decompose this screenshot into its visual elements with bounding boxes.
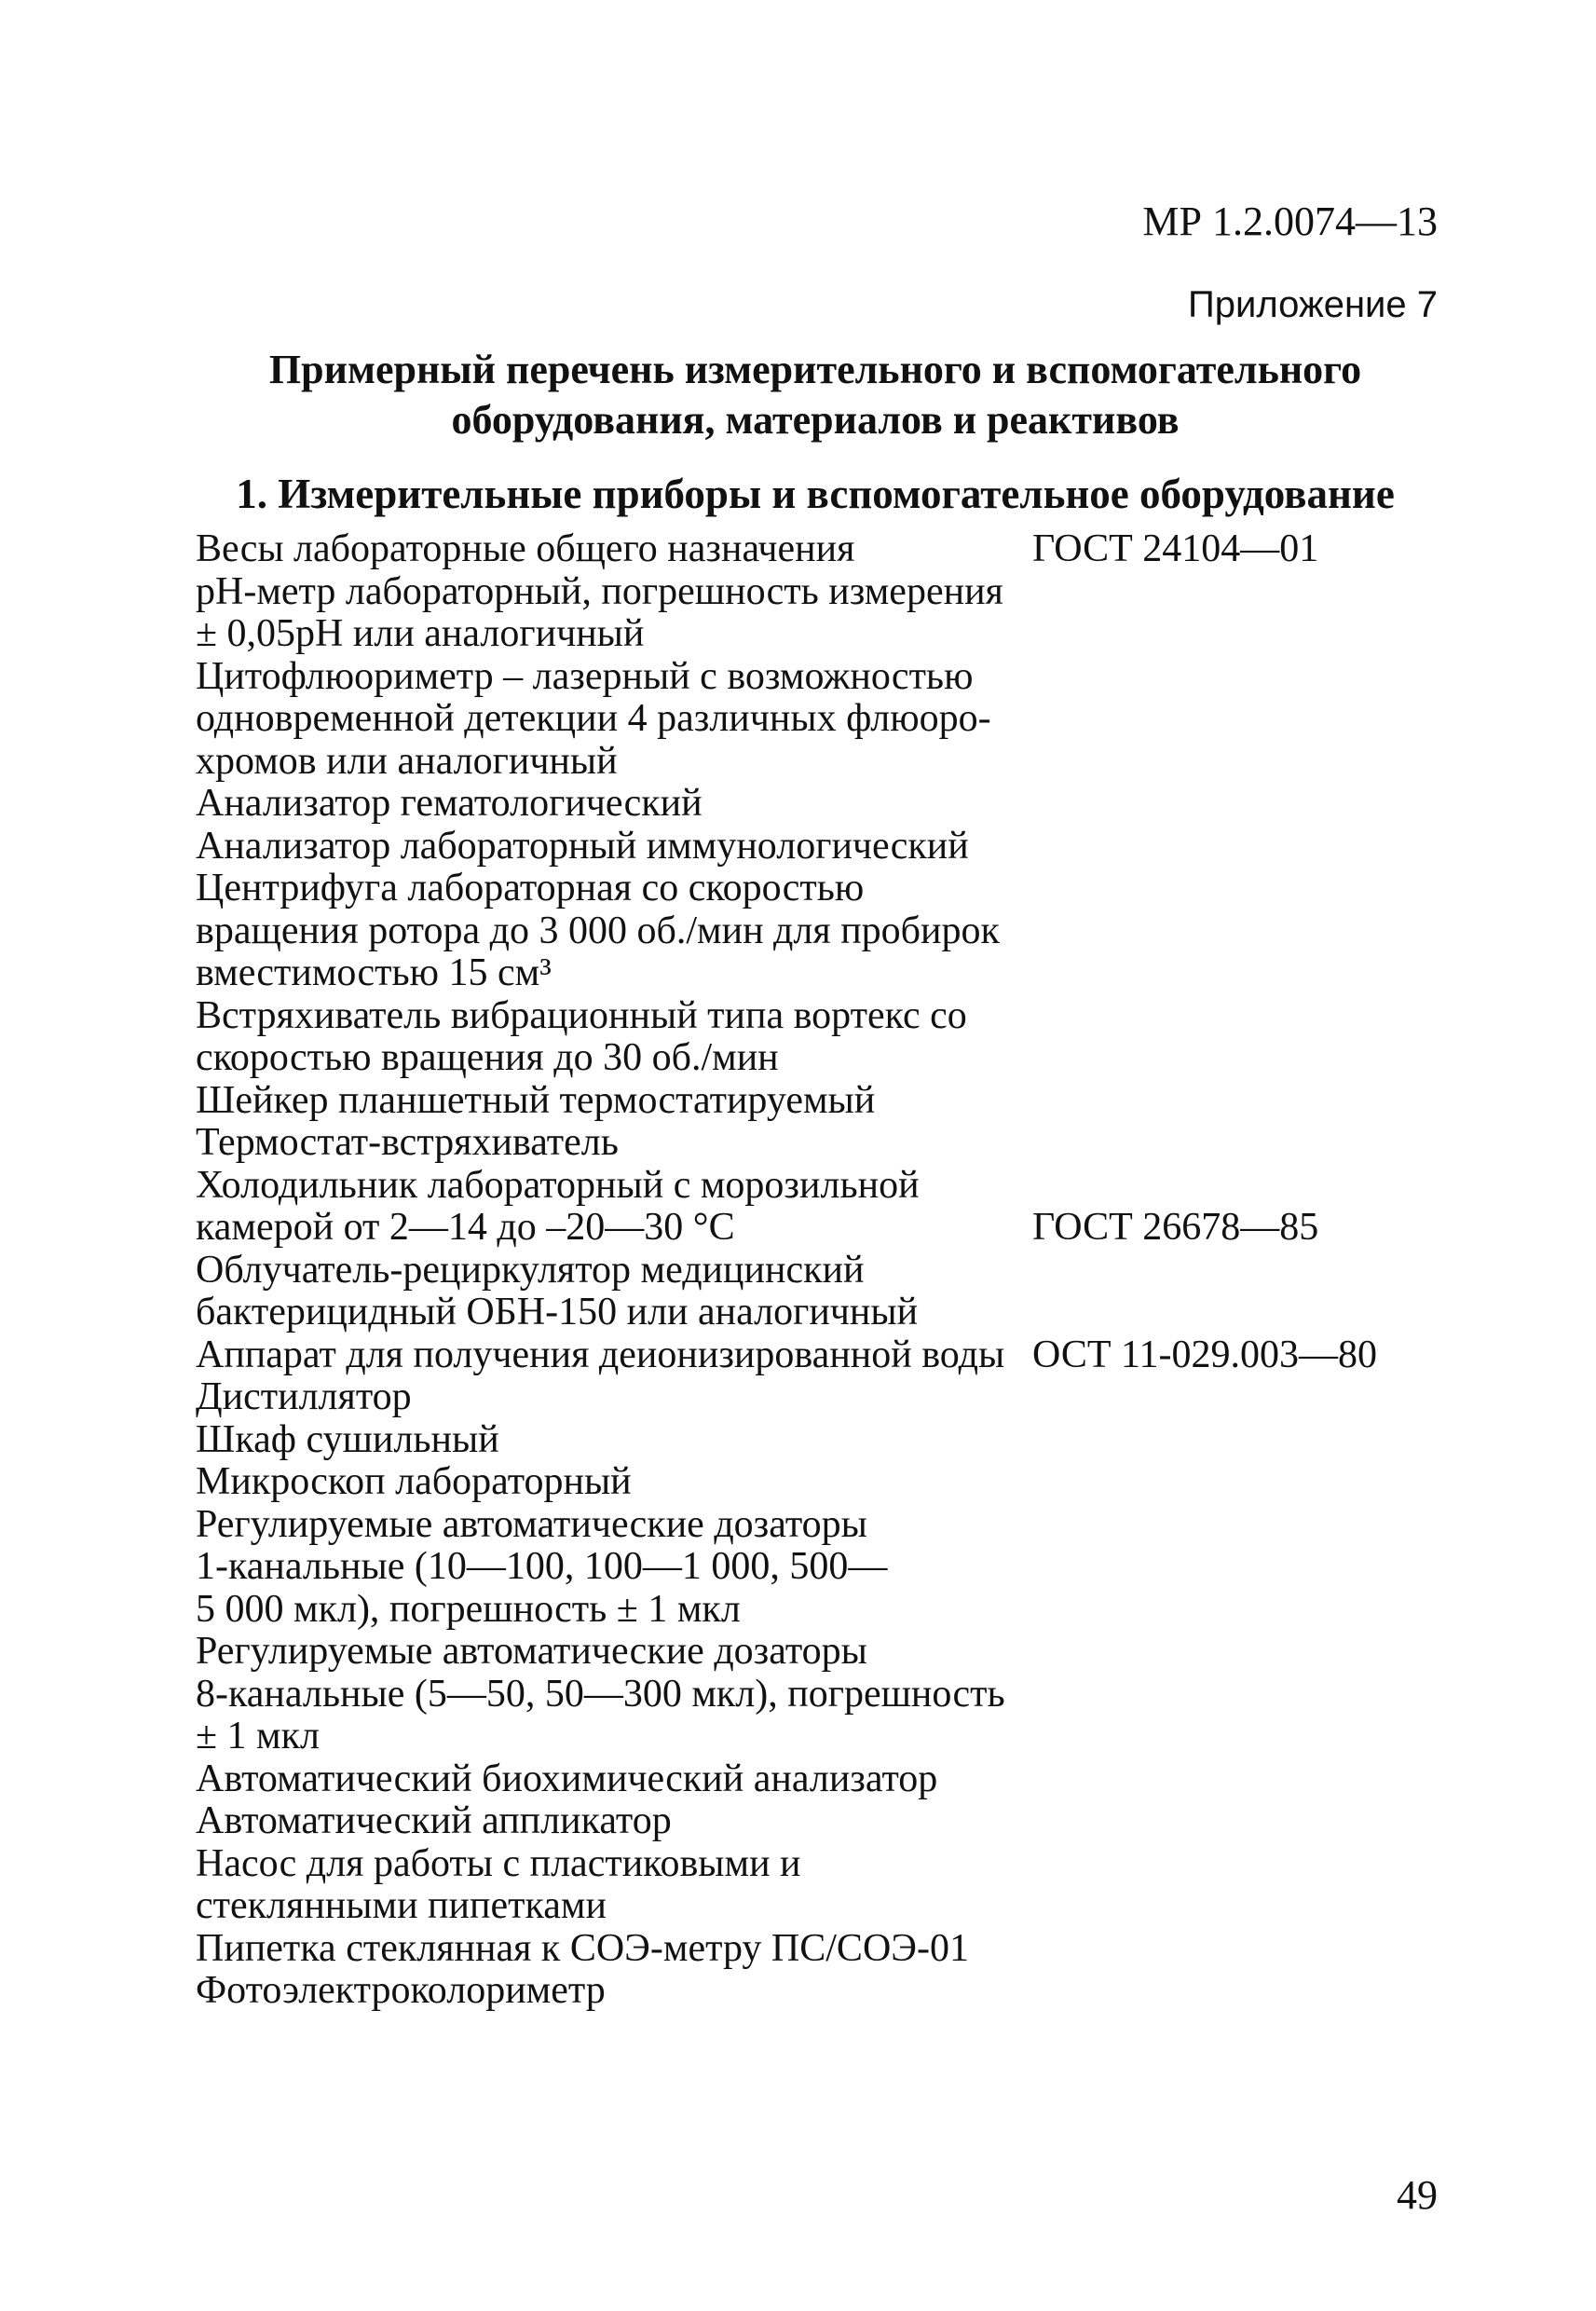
item-name-line: ± 0,05рН или аналогичный xyxy=(196,612,645,655)
item-name xyxy=(196,995,1016,1080)
item-name-line: вместимостью 15 см³ xyxy=(196,951,552,994)
item-name-line: стеклянными пипетками xyxy=(196,1884,607,1927)
list-item xyxy=(196,1165,1463,1250)
page-title-line: Примерный перечень измерительного и вспомогательного xyxy=(268,347,1362,392)
item-name-line: ± 1 мкл xyxy=(196,1715,320,1757)
list-item xyxy=(196,783,1463,826)
item-name-line: одновременной детекции 4 различных флюоро- xyxy=(196,697,991,740)
list-item xyxy=(196,571,1463,656)
item-name-line: камерой от 2—14 до –20—30 °С xyxy=(196,1206,735,1249)
item-name-line: Анализатор лабораторный иммунологический xyxy=(196,824,969,868)
item-name xyxy=(196,528,1016,571)
item-name-line: Регулируемые автоматические дозаторы xyxy=(196,1502,867,1546)
list-item xyxy=(196,1758,1463,1801)
item-name xyxy=(196,1122,1016,1165)
item-name-line: Дистиллятор xyxy=(196,1375,412,1418)
document-code: МР 1.2.0074—13 xyxy=(1142,198,1438,244)
list-item xyxy=(196,528,1463,571)
item-name-line: Весы лабораторные общего назначения xyxy=(196,527,855,570)
item-name xyxy=(196,1080,1016,1123)
item-name-line: Аппарат для получения деионизированной воды xyxy=(196,1333,1005,1376)
item-name-line: Анализатор гематологический xyxy=(196,782,703,825)
item-name-line: Встряхиватель вибрационный типа вортекс со xyxy=(196,993,967,1037)
page-title-line: оборудования, материалов и реактивов xyxy=(451,397,1180,443)
list-item xyxy=(196,1376,1463,1419)
list-item xyxy=(196,995,1463,1080)
item-name-line: 1-канальные (10—100, 100—1 000, 500— xyxy=(196,1545,888,1588)
list-item xyxy=(196,1928,1463,1971)
item-name xyxy=(196,1250,1016,1334)
item-name-line: вращения ротора до 3 000 об./мин для пробирок xyxy=(196,909,1000,952)
item-name-line: рН-метр лабораторный, погрешность измерения xyxy=(196,569,1003,613)
item-name xyxy=(196,1800,1016,1843)
list-item xyxy=(196,1419,1463,1462)
item-standard: ГОСТ 24104—01 xyxy=(1032,527,1319,570)
list-item xyxy=(196,1461,1463,1504)
appendix-label: Приложение 7 xyxy=(1188,284,1438,325)
list-item xyxy=(196,1080,1463,1123)
list-item xyxy=(196,1800,1463,1843)
item-name-line: Термостат-встряхиватель xyxy=(196,1121,619,1164)
item-name xyxy=(196,1631,1016,1758)
item-name xyxy=(196,1376,1016,1419)
item-name-line: Пипетка стеклянная к СОЭ-метру ПС/СОЭ-01 xyxy=(196,1926,969,1970)
item-name xyxy=(196,1758,1016,1801)
item-name-line: 8-канальные (5—50, 50—300 мкл), погрешность xyxy=(196,1672,1005,1716)
list-item xyxy=(196,656,1463,784)
item-name-line: Автоматический биохимический анализатор xyxy=(196,1757,938,1800)
list-item xyxy=(196,1970,1463,2013)
item-name xyxy=(196,1970,1016,2013)
list-item xyxy=(196,1631,1463,1758)
list-item xyxy=(196,1843,1463,1928)
item-name-line: Регулируемые автоматические дозаторы xyxy=(196,1630,867,1673)
list-item xyxy=(196,1122,1463,1165)
item-name xyxy=(196,783,1016,826)
item-name-line: скоростью вращения до 30 об./мин xyxy=(196,1036,779,1079)
item-name-line: Насос для работы с пластиковыми и xyxy=(196,1841,801,1885)
item-name-line: бактерицидный ОБН-150 или аналогичный xyxy=(196,1291,919,1333)
item-name xyxy=(196,1461,1016,1504)
item-name-line: Шкаф сушильный xyxy=(196,1417,499,1461)
item-name xyxy=(196,1334,1016,1377)
equipment-list xyxy=(196,528,1463,2013)
page-number: 49 xyxy=(1397,2172,1438,2218)
item-name xyxy=(196,1928,1016,1971)
item-standard: ГОСТ 26678—85 xyxy=(1032,1206,1319,1249)
item-name xyxy=(196,868,1016,995)
item-name xyxy=(196,1504,1016,1632)
item-name-line: Холодильник лабораторный с морозильной xyxy=(196,1163,920,1207)
item-name xyxy=(196,1419,1016,1462)
item-name xyxy=(196,571,1016,656)
list-item xyxy=(196,826,1463,868)
item-name-line: Автоматический аппликатор xyxy=(196,1799,672,1842)
item-name-line: Фотоэлектроколориметр xyxy=(196,1969,606,2012)
item-name-line: Микроскоп лабораторный xyxy=(196,1460,632,1503)
list-item xyxy=(196,1504,1463,1632)
item-name-line: 5 000 мкл), погрешность ± 1 мкл xyxy=(196,1587,741,1631)
item-name xyxy=(196,826,1016,868)
list-item xyxy=(196,868,1463,995)
page-title xyxy=(196,345,1435,445)
item-name-line: Облучатель-рециркулятор медицинский xyxy=(196,1248,865,1292)
item-name xyxy=(196,1843,1016,1928)
item-name-line: Цитофлюориметр – лазерный с возможностью xyxy=(196,654,974,698)
item-name xyxy=(196,1165,1016,1250)
section-heading: 1. Измерительные приборы и вспомогательное оборудование xyxy=(236,471,1395,517)
item-name-line: Шейкер планшетный термостатируемый xyxy=(196,1078,876,1122)
list-item xyxy=(196,1250,1463,1334)
item-name xyxy=(196,656,1016,784)
item-name-line: хромов или аналогичный xyxy=(196,739,618,783)
item-standard: ОСТ 11-029.003—80 xyxy=(1032,1333,1377,1376)
item-name-line: Центрифуга лабораторная со скоростью xyxy=(196,867,865,909)
list-item xyxy=(196,1334,1463,1377)
